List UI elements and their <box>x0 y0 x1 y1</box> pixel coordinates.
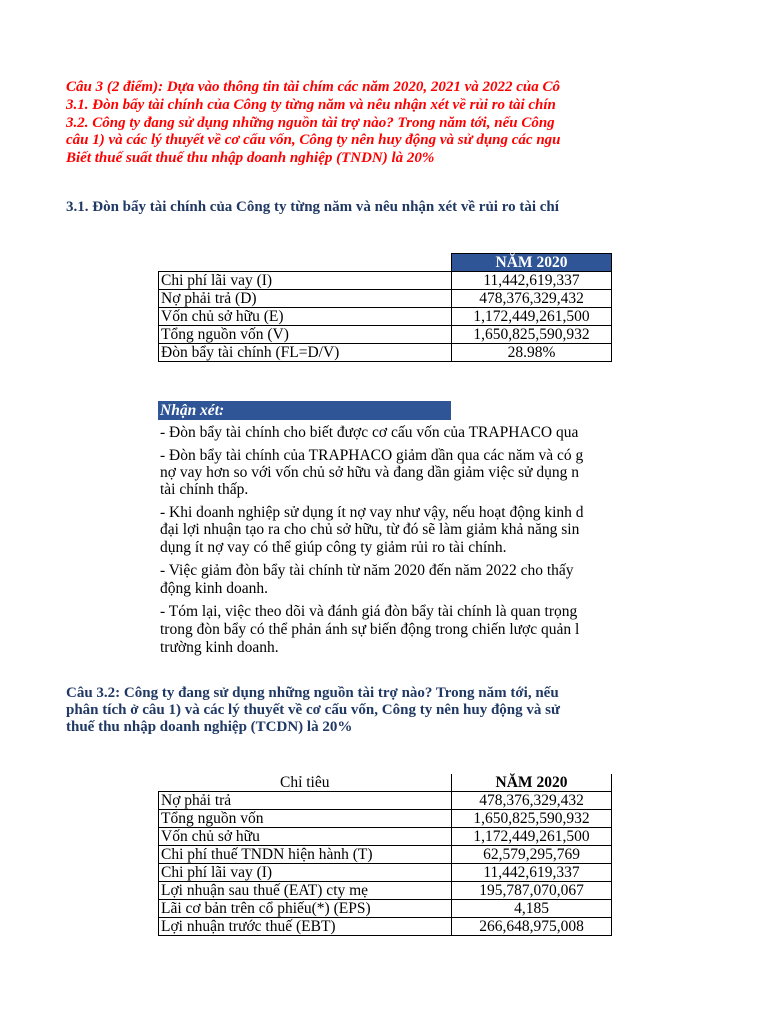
label-header: Chỉ tiêu <box>159 774 452 792</box>
table-row <box>159 864 612 882</box>
row-value: 1,172,449,261,500 <box>452 308 612 326</box>
row-value: 11,442,619,337 <box>452 272 612 290</box>
question-line-1: Câu 3 (2 điểm): Dựa vào thông tin tài chím các năm 2020, 2021 và 2022 của Cô <box>66 79 560 95</box>
table-row <box>159 326 612 344</box>
row-value: 478,376,329,432 <box>452 792 612 810</box>
table-row <box>159 344 612 362</box>
row-value: 266,648,975,008 <box>452 918 612 936</box>
comment-line: - Khi doanh nghiệp sử dụng ít nợ vay như vậy, nếu hoạt động kinh d <box>160 504 584 521</box>
row-value: 28.98% <box>452 344 612 362</box>
row-value: 1,650,825,590,932 <box>452 326 612 344</box>
comment-line: - Đòn bẩy tài chính cho biết được cơ cấu vốn của TRAPHACO qua <box>160 424 579 441</box>
table-header-row <box>159 254 612 272</box>
year-header: NĂM 2020 <box>452 254 612 272</box>
row-value: 1,172,449,261,500 <box>452 828 612 846</box>
table-row <box>159 792 612 810</box>
row-label: Đòn bẩy tài chính (FL=D/V) <box>159 344 452 362</box>
table-row <box>159 272 612 290</box>
row-label: Vốn chủ sở hữu <box>159 828 452 846</box>
row-value: 4,185 <box>452 900 612 918</box>
year-header: NĂM 2020 <box>452 774 612 792</box>
row-label: Lợi nhuận sau thuế (EAT) cty mẹ <box>159 882 452 900</box>
table-row <box>159 810 612 828</box>
question-line-3: 3.2. Công ty đang sử dụng những nguồn tài trợ nào? Trong năm tới, nếu Công <box>66 115 555 131</box>
table-row <box>159 846 612 864</box>
row-value: 11,442,619,337 <box>452 864 612 882</box>
row-value: 1,650,825,590,932 <box>452 810 612 828</box>
row-label: Nợ phải trả <box>159 792 452 810</box>
row-label: Lãi cơ bản trên cổ phiếu(*) (EPS) <box>159 900 452 918</box>
table-row <box>159 900 612 918</box>
row-label: Nợ phải trả (D) <box>159 290 452 308</box>
comment-line: - Đòn bẩy tài chính của TRAPHACO giảm dần qua các năm và có g <box>160 447 584 464</box>
table-header-row <box>159 774 612 792</box>
table-row <box>159 308 612 326</box>
row-value: 195,787,070,067 <box>452 882 612 900</box>
table-row <box>159 828 612 846</box>
question-line-4: câu 1) và các lý thuyết về cơ cấu vốn, Công ty nên huy động và sử dụng các ngu <box>66 132 561 148</box>
row-label: Chi phí lãi vay (I) <box>159 864 452 882</box>
section1-heading: 3.1. Đòn bẩy tài chính của Công ty từng năm và nêu nhận xét về rủi ro tài chí <box>66 199 559 215</box>
row-label: Tổng nguồn vốn (V) <box>159 326 452 344</box>
row-label: Chi phí thuế TNDN hiện hành (T) <box>159 846 452 864</box>
row-value: 62,579,295,769 <box>452 846 612 864</box>
leverage-table <box>158 253 612 362</box>
row-label: Vốn chủ sở hữu (E) <box>159 308 452 326</box>
financing-table <box>158 774 612 936</box>
comment-line: - Việc giảm đòn bẩy tài chính từ năm 2020 đến năm 2022 cho thấy <box>160 562 574 579</box>
question-line-5: Biết thuế suất thuế thu nhập doanh nghiệp (TNDN) là 20% <box>66 150 435 166</box>
row-label: Tổng nguồn vốn <box>159 810 452 828</box>
table-row <box>159 290 612 308</box>
comment-line: - Tóm lại, việc theo dõi và đánh giá đòn bẩy tài chính là quan trọng <box>160 603 578 620</box>
table-row <box>159 918 612 936</box>
comment-line: trong đòn bẩy có thể phản ánh sự biến động trong chiến lược quản l <box>160 621 580 638</box>
table-row <box>159 882 612 900</box>
question-line-2: 3.1. Đòn bẩy tài chính của Công ty từng năm và nêu nhận xét về rủi ro tài chín <box>66 97 556 113</box>
comment-line: trường kinh doanh. <box>160 639 279 656</box>
row-label: Chi phí lãi vay (I) <box>159 272 452 290</box>
comment-line: động kinh doanh. <box>160 580 269 597</box>
comment-title-bar: Nhận xét: <box>158 401 451 420</box>
comment-line: tài chính thấp. <box>160 481 249 498</box>
header-blank-cell <box>159 254 452 272</box>
row-value: 478,376,329,432 <box>452 290 612 308</box>
section2-heading-line-1: Câu 3.2: Công ty đang sử dụng những nguồn tài trợ nào? Trong năm tới, nếu <box>66 685 559 701</box>
comment-line: nợ vay hơn so với vốn chủ sở hữu và đang dần giảm việc sử dụng n <box>160 464 579 481</box>
section2-heading-line-2: phân tích ở câu 1) và các lý thuyết về cơ cấu vốn, Công ty nên huy động và sử <box>66 702 560 718</box>
comment-line: đại lợi nhuận tạo ra cho chủ sở hữu, từ đó sẽ làm giảm khả năng sin <box>160 521 580 538</box>
row-label: Lợi nhuận trước thuế (EBT) <box>159 918 452 936</box>
comment-line: dụng ít nợ vay có thể giúp công ty giảm rủi ro tài chính. <box>160 539 507 556</box>
section2-heading-line-3: thuế thu nhập doanh nghiệp (TCDN) là 20% <box>66 719 353 735</box>
